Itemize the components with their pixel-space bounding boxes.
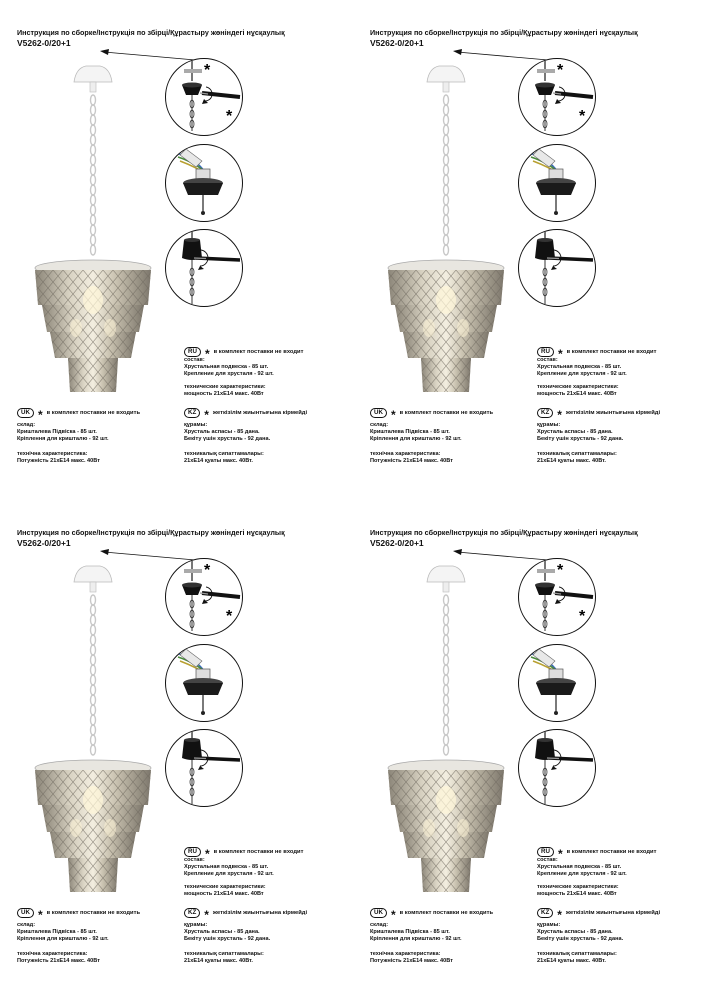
ru-specs: технические характеристики: мощность 21хE14 макс. 40Вт	[184, 884, 266, 897]
wiring-step-icon	[519, 145, 595, 221]
chandelier-illustration	[381, 560, 511, 900]
model-number: V5262-0/20+1	[370, 38, 424, 48]
kz-specs: техникалық сипаттамалары: 21хE14 қуаты макс. 40Вт.	[537, 451, 617, 464]
svg-text:*: *	[557, 62, 564, 79]
uk-legend	[370, 408, 494, 422]
ru-badge: RU	[184, 347, 201, 357]
kz-badge: KZ	[184, 408, 200, 418]
kz-legend	[537, 908, 661, 922]
step-mount-circle	[165, 58, 243, 136]
kz-legend	[537, 408, 661, 422]
instruction-block-3	[0, 500, 353, 1000]
svg-text:*: *	[579, 108, 586, 125]
step-wiring-circle	[518, 144, 596, 222]
instruction-block-4	[353, 500, 706, 1000]
ru-legend	[537, 347, 657, 361]
kz-legend-text: жеткізілім жиынтығына кірмейді	[565, 910, 661, 916]
ru-legend-text: в комплект поставки не входит	[566, 349, 657, 355]
step-cover-circle	[165, 729, 243, 807]
chain-icon	[166, 730, 242, 806]
chain-icon	[166, 230, 242, 306]
kz-composition: құрамы: Хрусталь аспасы - 85 дана. Бекіту үшін хрусталь - 92 дана.	[184, 422, 271, 442]
uk-badge: UK	[370, 408, 387, 418]
ceiling-cup-icon	[166, 59, 242, 135]
ru-badge: RU	[184, 847, 201, 857]
instruction-block-2	[353, 0, 706, 500]
step-mount-circle	[165, 558, 243, 636]
uk-composition: склад: Кришталева Підвіска - 85 шт. Кріплення для кришталю - 92 шт.	[17, 422, 109, 442]
uk-legend-text: в комплект поставки не входить	[399, 410, 494, 416]
step-cover-circle	[165, 229, 243, 307]
chain-icon	[519, 230, 595, 306]
ru-badge: RU	[537, 347, 554, 357]
uk-composition: склад: Кришталева Підвіска - 85 шт. Кріплення для кришталю - 92 шт.	[17, 922, 109, 942]
chandelier-illustration	[28, 560, 158, 900]
instruction-title: Инструкция по сборке/Інструкція по збірці/Құрастыру жөніндегі нұсқаулық	[17, 528, 285, 537]
kz-composition: құрамы: Хрусталь аспасы - 85 дана. Бекіту үшін хрусталь - 92 дана.	[537, 422, 624, 442]
star-icon: *	[390, 408, 396, 422]
chandelier-illustration	[381, 60, 511, 400]
kz-badge: KZ	[184, 908, 200, 918]
star-icon: *	[204, 847, 210, 861]
kz-legend-text: жеткізілім жиынтығына кірмейді	[212, 410, 308, 416]
svg-text:*: *	[579, 608, 586, 625]
uk-legend-text: в комплект поставки не входить	[46, 910, 141, 916]
model-number: V5262-0/20+1	[370, 538, 424, 548]
uk-legend-text: в комплект поставки не входить	[46, 410, 141, 416]
ru-legend-text: в комплект поставки не входит	[213, 349, 304, 355]
instruction-block-1	[0, 0, 353, 500]
svg-text:*: *	[557, 562, 564, 579]
model-number: V5262-0/20+1	[17, 538, 71, 548]
chandelier-illustration	[28, 60, 158, 400]
svg-text:*: *	[226, 108, 233, 125]
ru-legend	[184, 847, 304, 861]
ru-specs: технические характеристики: мощность 21хE14 макс. 40Вт	[537, 884, 619, 897]
uk-badge: UK	[370, 908, 387, 918]
ru-composition: состав: Хрустальная подвеска - 85 шт. Крепление для хрусталя - 92 шт.	[184, 357, 274, 377]
uk-specs: технічна характеристика: Потужність 21хE14 макс. 40Вт	[17, 951, 100, 964]
uk-specs: технічна характеристика: Потужність 21хE14 макс. 40Вт	[370, 451, 453, 464]
star-icon: *	[37, 408, 43, 422]
ceiling-cup-icon	[519, 59, 595, 135]
ru-composition: состав: Хрустальная подвеска - 85 шт. Крепление для хрусталя - 92 шт.	[537, 857, 627, 877]
kz-badge: KZ	[537, 408, 553, 418]
step-wiring-circle	[518, 644, 596, 722]
ru-composition: состав: Хрустальная подвеска - 85 шт. Крепление для хрусталя - 92 шт.	[184, 857, 274, 877]
instruction-title: Инструкция по сборке/Інструкція по збірці/Құрастыру жөніндегі нұсқаулық	[370, 28, 638, 37]
star-icon: *	[557, 408, 562, 422]
uk-badge: UK	[17, 408, 34, 418]
star-icon: *	[557, 347, 563, 361]
uk-legend	[17, 908, 141, 922]
star-icon: *	[204, 347, 210, 361]
kz-legend-text: жеткізілім жиынтығына кірмейді	[212, 910, 308, 916]
step-wiring-circle	[165, 644, 243, 722]
chain-icon	[519, 730, 595, 806]
star-icon: *	[557, 908, 562, 922]
wiring-step-icon	[166, 145, 242, 221]
ceiling-cup-icon	[166, 559, 242, 635]
svg-text:*: *	[204, 62, 211, 79]
star-icon: *	[204, 908, 209, 922]
step-wiring-circle	[165, 144, 243, 222]
ru-specs: технические характеристики: мощность 21хE14 макс. 40Вт	[537, 384, 619, 397]
uk-specs: технічна характеристика: Потужність 21хE14 макс. 40Вт	[17, 451, 100, 464]
star-icon: *	[204, 408, 209, 422]
svg-text:*: *	[226, 608, 233, 625]
uk-badge: UK	[17, 908, 34, 918]
kz-badge: KZ	[537, 908, 553, 918]
ru-legend	[537, 847, 657, 861]
kz-composition: құрамы: Хрусталь аспасы - 85 дана. Бекіту үшін хрусталь - 92 дана.	[184, 922, 271, 942]
uk-legend-text: в комплект поставки не входить	[399, 910, 494, 916]
kz-specs: техникалық сипаттамалары: 21хE14 қуаты макс. 40Вт.	[184, 451, 264, 464]
ru-composition: состав: Хрустальная подвеска - 85 шт. Крепление для хрусталя - 92 шт.	[537, 357, 627, 377]
ru-badge: RU	[537, 847, 554, 857]
uk-composition: склад: Кришталева Підвіска - 85 шт. Кріплення для кришталю - 92 шт.	[370, 922, 462, 942]
uk-composition: склад: Кришталева Підвіска - 85 шт. Кріплення для кришталю - 92 шт.	[370, 422, 462, 442]
instruction-title: Инструкция по сборке/Інструкція по збірці/Құрастыру жөніндегі нұсқаулық	[17, 28, 285, 37]
kz-composition: құрамы: Хрусталь аспасы - 85 дана. Бекіту үшін хрусталь - 92 дана.	[537, 922, 624, 942]
uk-legend	[17, 408, 141, 422]
step-cover-circle	[518, 229, 596, 307]
step-cover-circle	[518, 729, 596, 807]
ceiling-cup-icon	[519, 559, 595, 635]
wiring-step-icon	[166, 645, 242, 721]
kz-legend-text: жеткізілім жиынтығына кірмейді	[565, 410, 661, 416]
star-icon: *	[37, 908, 43, 922]
svg-text:*: *	[204, 562, 211, 579]
instruction-title: Инструкция по сборке/Інструкція по збірці/Құрастыру жөніндегі нұсқаулық	[370, 528, 638, 537]
kz-specs: техникалық сипаттамалары: 21хE14 қуаты макс. 40Вт.	[184, 951, 264, 964]
ru-legend-text: в комплект поставки не входит	[213, 849, 304, 855]
star-icon: *	[557, 847, 563, 861]
ru-legend-text: в комплект поставки не входит	[566, 849, 657, 855]
star-icon: *	[390, 908, 396, 922]
ru-specs: технические характеристики: мощность 21хE14 макс. 40Вт	[184, 384, 266, 397]
step-mount-circle	[518, 58, 596, 136]
uk-legend	[370, 908, 494, 922]
kz-legend	[184, 908, 308, 922]
ru-legend	[184, 347, 304, 361]
uk-specs: технічна характеристика: Потужність 21хE14 макс. 40Вт	[370, 951, 453, 964]
kz-specs: техникалық сипаттамалары: 21хE14 қуаты макс. 40Вт.	[537, 951, 617, 964]
kz-legend	[184, 408, 308, 422]
wiring-step-icon	[519, 645, 595, 721]
model-number: V5262-0/20+1	[17, 38, 71, 48]
step-mount-circle	[518, 558, 596, 636]
